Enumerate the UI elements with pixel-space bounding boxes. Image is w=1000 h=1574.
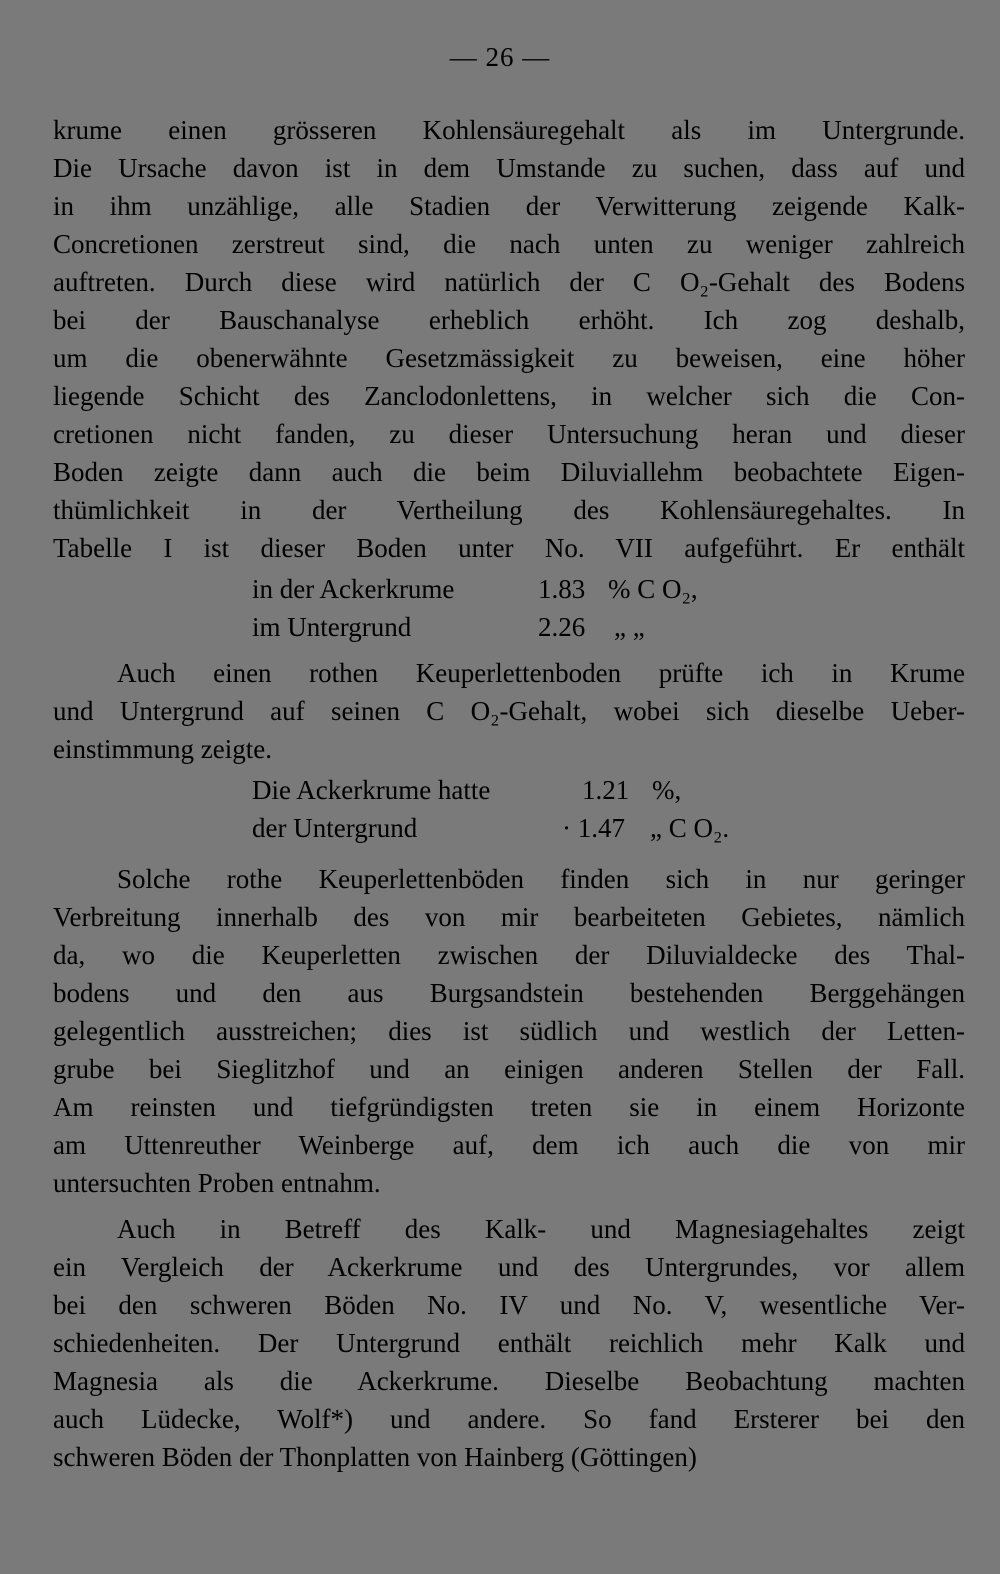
- text-line: einstimmung zeigte.: [53, 734, 272, 764]
- value-row: [0, 775, 1000, 813]
- value-unit: „ „: [614, 612, 645, 642]
- text-line: auftreten. Durch diese wird natürlich der C O₂-Gehalt des Bodens: [53, 267, 965, 297]
- text-line: Verbreitung innerhalb des von mir bearbeiteten Gebietes, nämlich: [53, 902, 965, 932]
- text-line: schweren Böden der Thonplatten von Hainberg (Göttingen): [53, 1442, 697, 1472]
- text-line: Auch einen rothen Keuperlettenboden prüfte ich in Krume: [117, 658, 965, 688]
- text-line: bodens und den aus Burgsandstein bestehenden Berggehängen: [53, 978, 965, 1008]
- text-line: thümlichkeit in der Vertheilung des Kohlensäuregehaltes. In: [53, 495, 965, 525]
- text-line: liegende Schicht des Zanclodonlettens, in welcher sich die Con-: [53, 381, 965, 411]
- paragraph-2: [53, 654, 965, 768]
- text-line: cretionen nicht fanden, zu dieser Untersuchung heran und dieser: [53, 419, 965, 449]
- text-line: und Untergrund auf seinen C O₂-Gehalt, wobei sich dieselbe Ueber-: [53, 696, 965, 726]
- value-unit: % C O₂,: [608, 574, 698, 604]
- text-line: untersuchten Proben entnahm.: [53, 1168, 381, 1198]
- value-unit: „ C O₂.: [650, 813, 730, 843]
- text-line: schiedenheiten. Der Untergrund enthält reichlich mehr Kalk und: [53, 1328, 965, 1358]
- value-number: 2.26: [538, 612, 586, 642]
- text-line: am Uttenreuther Weinberge auf, dem ich auch die von mir: [53, 1130, 965, 1160]
- value-row: [0, 574, 1000, 612]
- text-line: Auch in Betreff des Kalk- und Magnesiagehaltes zeigt: [117, 1214, 965, 1244]
- text-line: um die obenerwähnte Gesetzmässigkeit zu beweisen, eine höher: [53, 343, 965, 373]
- text-line: bei den schweren Böden No. IV und No. V, wesentliche Ver-: [53, 1290, 965, 1320]
- text-line: Concretionen zerstreut sind, die nach unten zu weniger zahlreich: [53, 229, 965, 259]
- text-line: auch Lüdecke, Wolf*) und andere. So fand Ersterer bei den: [53, 1404, 965, 1434]
- value-row: [0, 813, 1000, 851]
- text-line: krume einen grösseren Kohlensäuregehalt als im Untergrunde.: [53, 115, 965, 145]
- text-line: in ihm unzählige, alle Stadien der Verwitterung zeigende Kalk-: [53, 191, 965, 221]
- text-line: grube bei Sieglitzhof und an einigen anderen Stellen der Fall.: [53, 1054, 965, 1084]
- text-line: Die Ursache davon ist in dem Umstande zu suchen, dass auf und: [53, 153, 965, 183]
- paragraph-3: [53, 860, 965, 1202]
- value-label: im Untergrund: [252, 612, 412, 642]
- value-label: in der Ackerkrume: [252, 574, 455, 604]
- value-unit: %,: [652, 775, 682, 805]
- paragraph-4: [53, 1210, 965, 1476]
- text-line: Solche rothe Keuperlettenböden finden sich in nur geringer: [117, 864, 965, 894]
- text-line: ein Vergleich der Ackerkrume und des Untergrundes, vor allem: [53, 1252, 965, 1282]
- value-label: der Untergrund: [252, 813, 418, 843]
- paragraph-1: [53, 111, 965, 567]
- value-label: Die Ackerkrume hatte: [252, 775, 491, 805]
- value-row: [0, 612, 1000, 650]
- text-line: gelegentlich ausstreichen; dies ist südlich und westlich der Letten-: [53, 1016, 965, 1046]
- page-number: — 26 —: [449, 42, 551, 72]
- value-number: · 1.47: [562, 813, 625, 843]
- text-line: da, wo die Keuperletten zwischen der Diluvialdecke des Thal-: [53, 940, 965, 970]
- text-line: Magnesia als die Ackerkrume. Dieselbe Beobachtung machten: [53, 1366, 965, 1396]
- text-line: Tabelle I ist dieser Boden unter No. VII aufgeführt. Er enthält: [53, 533, 965, 563]
- text-line: bei der Bauschanalyse erheblich erhöht. Ich zog deshalb,: [53, 305, 965, 335]
- value-number: 1.83: [538, 574, 586, 604]
- text-line: Boden zeigte dann auch die beim Diluviallehm beobachtete Eigen-: [53, 457, 965, 487]
- value-number: 1.21: [582, 775, 630, 805]
- text-line: Am reinsten und tiefgründigsten treten sie in einem Horizonte: [53, 1092, 965, 1122]
